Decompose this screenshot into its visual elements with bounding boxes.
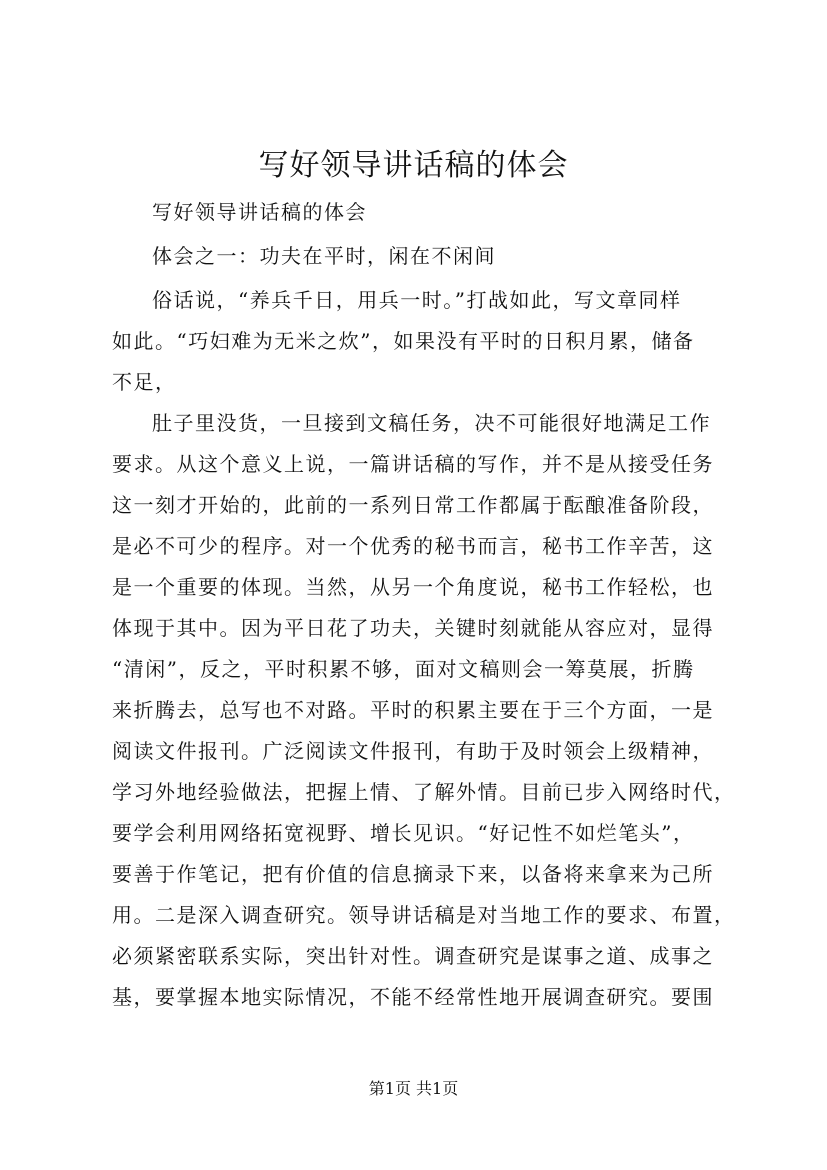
- paragraph-line: 肚子里没货，一旦接到文稿任务，决不可能很好地满足工作: [152, 411, 711, 435]
- paragraph-line: 俗话说，“养兵千日，用兵一时。”打战如此，写文章同样: [152, 288, 682, 312]
- paragraph-line: 学习外地经验做法，把握上情、了解外情。目前已步入网络时代，: [112, 780, 736, 804]
- paragraph-line: 不足，: [112, 370, 177, 394]
- paragraph-line: 要求。从这个意义上说，一篇讲话稿的写作，并不是从接受任务: [112, 452, 714, 476]
- paragraph-line: 来折腾去，总写也不对路。平时的积累主要在于三个方面，一是: [112, 698, 714, 722]
- paragraph-line: 用。二是深入调查研究。领导讲话稿是对当地工作的要求、布置，: [112, 903, 736, 927]
- paragraph-line: 体现于其中。因为平日花了功夫，关键时刻就能从容应对，显得: [112, 616, 714, 640]
- paragraph-line: 要学会利用网络拓宽视野、增长见识。“好记性不如烂笔头”，: [112, 821, 695, 845]
- document-title: 写好领导讲话稿的体会: [258, 148, 569, 183]
- paragraph-line: 是必不可少的程序。对一个优秀的秘书而言，秘书工作辛苦，这: [112, 534, 714, 558]
- paragraph-line: 基，要掌握本地实际情况，不能不经常性地开展调查研究。要围: [112, 985, 714, 1009]
- section-heading: 体会之一：功夫在平时，闲在不闲间: [152, 244, 496, 268]
- paragraph-line: “清闲”，反之，平时积累不够，面对文稿则会一筹莫展，折腾: [112, 657, 695, 681]
- paragraph-line: 阅读文件报刊。广泛阅读文件报刊，有助于及时领会上级精神，: [112, 739, 714, 763]
- paragraph-line: 要善于作笔记，把有价值的信息摘录下来，以备将来拿来为己所: [112, 862, 714, 886]
- page-footer: 第1页 共1页: [368, 1079, 459, 1098]
- paragraph-line: 是一个重要的体现。当然，从另一个角度说，秘书工作轻松，也: [112, 575, 714, 599]
- paragraph-line: 如此。“巧妇难为无米之炊”，如果没有平时的日积月累，储备: [112, 329, 695, 353]
- paragraph-line: 这一刻才开始的，此前的一系列日常工作都属于酝酿准备阶段，: [112, 493, 714, 517]
- paragraph-line: 必须紧密联系实际，突出针对性。调查研究是谋事之道、成事之: [112, 944, 714, 968]
- subtitle-line: 写好领导讲话稿的体会: [152, 200, 367, 224]
